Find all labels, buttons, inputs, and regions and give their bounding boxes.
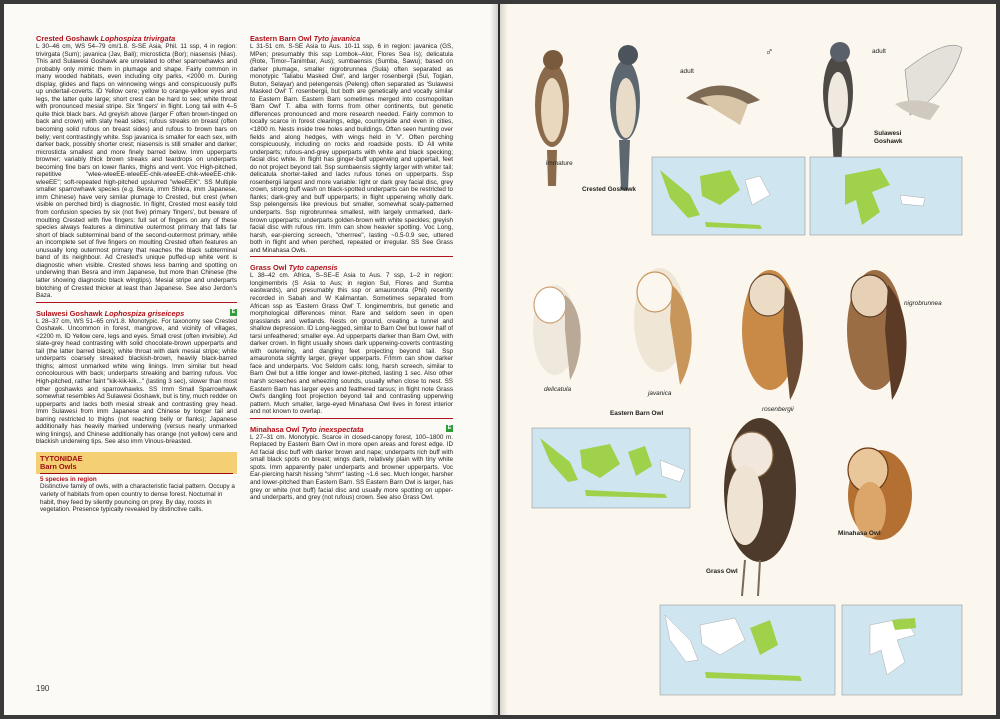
label-adult-sulawesi: adult [872, 48, 886, 55]
family-common-name: Barn Owls [40, 463, 233, 474]
minahasa-owl-illustration [848, 448, 912, 540]
sulawesi-goshawk-flight-illustration [895, 45, 962, 120]
label-adult-crested: adult [680, 68, 694, 75]
label-crested-goshawk: Crested Goshawk [582, 186, 636, 193]
endemic-badge: E [231, 308, 236, 315]
label-sulawesi-goshawk: Sulawesi Goshawk [874, 130, 903, 145]
family-text: Distinctive family of owls, with a characteristic facial pattern. Occupy a variety of habitats from open country to dense forest. Nocturnal in habit, they feed by silently pouncing on prey. By day, roosts in vegetation. Presence typically revealed by distinctive calls. [40, 483, 235, 514]
species-scientific-name: Lophospiza trivirgata [100, 34, 176, 43]
eastern-barn-owl-rosenbergii-illustration [742, 270, 803, 400]
species-name: Eastern Barn Owl [250, 34, 312, 43]
species-scientific-name: Tyto javanica [313, 34, 361, 43]
crested-goshawk-range-map [652, 157, 805, 235]
eastern-barn-owl-javanica-illustration [634, 268, 692, 385]
species-scientific-name: Tyto capensis [288, 263, 338, 273]
species-text: L 31-51 cm. S-SE Asia to Aus. 10-11 ssp, 6 in region: javanica (GS, MPen; presumably this ssp Lombok–Alor, Flores Sea Is); delicatula (Rote, Timor–Tanimbar, Aus); sumbaensis (Sumba, Sawu); based on darker plumage, smaller nigrobrunnea (Sula) often separated as monotypic 'Taliabu Masked Owl', and larger rosenbergii (Sul, Togian, Buton, Selayar) and pelengensis (Peleng) often separated as 'Sulawesi Masked Owl' T. rosenbergii, but both are genetically and vocally similar to Eastern Barn. Eastern Barn sometimes merged into cosmopolitan 'Barn Owl' T. alba with forms from other continents, but genetic differences pronounced and more research needed. Fairly common to locally scarce in forest clearings, edge, countryside and even in cities, <1800 m. Nests inside tree holes and buildings. Often seen hunting over fields and along hedges, with wings held in 'V'. Often perching conspicuously, including on rocks and roadside posts. ID All white underparts; rufous-and-grey upperparts with white and black specking; facial disc white. In flight has ginger-buff upperwing and uppertail, feet do not project beyond tail. Ssp sumbaensis slightly larger with whiter tail; delicatula shorter-tailed and lacks rufous tones on upperparts. Ssp rosenbergii largest and more variable: light or dark grey facial disc, grey crown, strong buff wash on black-spotted underparts can be restricted to flanks; dark-grey and buff upperparts; in flight upperwing wholly dark. Ssp pelengensis like previous but smaller, somewhat scaly-patterned underparts. Ssp nigrobrunnea smallest, with largely unmarked, dark-brown upperparts; underparts golden-brown with white speckles; greyish facial disc with rufous rim. Imm can show heavier spotting. Voc Long, harsh, ear-piercing screech, "cherrree", lasting ~0.5-0.9 sec, uttered both in flight and when perched, repeated or irregular. SS See Grass and Minahasa Owls. [250, 43, 453, 254]
species-text: L 27–31 cm. Monotypic. Scarce in closed-canopy forest, 100–1800 m. Replaced by Eastern Barn Owl in more open areas and forest edge. ID Ad facial disc buff with darker brown and nape; underparts rich buff with small black spots on breast; wings dark, relatively plain with tiny white spots. Imm apparently paler underparts and browner upperparts. Voc Ear-piercing harsh hissing "shrrrr" lasting ~1.6 sec. Much longer, harsher and lower-pitched than Eastern Barn. SS Eastern Barn Owl is larger, has grey or white (not buff) facial disc and usually more spotting on upper- and underparts, and grey (not rufous) crown. See also Grass Owl. [250, 433, 453, 502]
label-delicatula: delicatula [544, 386, 572, 393]
page-number: 190 [36, 684, 50, 693]
species-name: Grass Owl [250, 263, 287, 273]
species-scientific-name: Tyto inexspectata [301, 424, 364, 434]
label-grass-owl: Grass Owl [706, 568, 738, 575]
label-nigrobrunnea: nigrobrunnea [904, 300, 942, 307]
species-text: L 28–37 cm, WS 51–65 cm/1.8. Monotypic. For taxonomy see Crested Goshawk. Uncommon in forest, mangrove, and vicinity of villages, <2200 m. ID Yellow cere, legs and eyes. Small crest (often invisible). Ad slate-grey head contrasting with solid chocolate-brown upperparts and tail (the latter barred black); white throat with dark mesial stripe; white underparts coarsely streaked blackish-brown, heavily black-barred thighs; almost unmarked white wing linings. Imm similar but head concolourous with back; underparts streaking and barring rufous. Voc High-pitched, rather faint "kik-kik-kik..." (lasting 3 sec), slower than most other goshawks and sparrowhawks. SS Imm Small Sparrowhawk somewhat resembles Ad Sulawesi Goshawk, but is tiny, much redder on upperparts and lacks both mesial streak and contrasting grey head. Imm Sulawesi from imm Japanese and Chinese by longer tail and barring restricted to thighs (not reaching belly or flanks); Japanese additionally has heavily marked underwing (versus nearly unmarked wing linings), and Chinese additionally has orange (not yellow) cere and blackish underwing tips. See also imm Vinous-breasted. [36, 317, 237, 446]
species-name: Crested Goshawk [36, 34, 99, 43]
sulawesi-goshawk-adult-illustration [823, 42, 853, 170]
family-species-count: 5 species in region [40, 475, 97, 483]
male-symbol: ♂ [765, 46, 774, 58]
species-text: L 30–46 cm, WS 54–79 cm/1.8. S-SE Asia, Phil. 11 ssp, 4 in region: trivirgata (Sum); javanica (Jav, Bali); microstictа (Bor); niasensis (Nias). This and Sulawesi Goshawk are unrelated to other sparrowhawks and probably only mimic them in plumage and shape. Fairly common in many wooded habitats, even including city parks, <2000 m. During display, glides and flaps on winnowing wings and conspicuously puffs up undertail-coverts. ID Yellow cere; yellow to orange-yellow eyes and legs, the latter quite large; short crest can be hard to see; white throat with pronounced mesial stripe. Six 'fingers' in flight. Long tail with 4–5 quite thick black bars. Ad greyish above (larger F often brown-tinged on back and crown) with slaty head sides; rufous streaks on breast (often becoming solid rufous on breast sides) and rufous to brown bars on belly; vent contrastingly white. Ssp javanica is smaller for each sex, with darker back, possibly shorter crest; niasensis is still smaller and darker; microsticta smallest and more finely barred below. Imm upperparts browner; variably thick brown streaks and teardrops on underparts becoming fine bars on lower flanks, thighs and vent. Voc High-pitched, repetitive "wlee-wleeEE-wleeEE-chik-wleeEE-chik-wleeEE-chik-wleeEE"; soft-repeated high-pitched upslurred "wleeEEK". SS Multiple smaller sparrowhawk species (e.g. Besra, imm Shikra, imm Japanese, imm Chinese) have very similar plumage to Crested, but crest (when visible on perched bird) is diagnostic. In flight, Crested most easily told from confusion species by six (not five) primary 'fingers', but beware of moulting Crested with five fingers: full set of fingers on any of these species always features a diminutive outermost primary that falls far short of black subterminal band of the second-outermost primary, while an incomplete set of five fingers on moulting Crested often features an unusually long outermost primary that reaches the black subterminal band of its neighbour. Ad Crested's unique puffed-up white vent is diagnostic when visible. Crested shows less barring and spotting on underwing than Besra and imm Japanese, but more than Chinese (the latter showing diagnostic black wingtips). Mesial stripe and underparts blotching of Crested thicker at least than Japanese. See also Jerdon's Baza. [36, 43, 237, 300]
endemic-badge: E [447, 424, 452, 431]
eastern-barn-owl-nigrobrunnea-illustration [847, 270, 907, 400]
eastern-barn-owl-range-map [532, 428, 690, 508]
label-javanica: javanica [648, 390, 672, 397]
label-immature: immature [546, 160, 573, 167]
grass-owl-range-map [660, 605, 835, 695]
sulawesi-goshawk-range-map [810, 157, 962, 235]
label-minahasa-owl: Minahasa Owl [838, 530, 881, 537]
crested-goshawk-adult-illustration [610, 45, 640, 190]
label-rosenbergii: rosenbergii [762, 406, 794, 413]
minahasa-owl-range-map [842, 605, 962, 695]
species-name: Minahasa Owl [250, 424, 300, 434]
species-scientific-name: Lophospiza griseiceps [104, 308, 185, 318]
species-name: Sulawesi Goshawk [36, 308, 103, 318]
label-eastern-barn-owl: Eastern Barn Owl [610, 410, 664, 417]
species-text: L 38–42 cm. Africa, S–SE–E Asia to Aus. 7 ssp, 1–2 in region: longimembris (S Asia to Aus; in region Sul, Flores and Sumba eastwards), and presumably this ssp or amauronota (Phil) recently recorded in Sabah and W Kalimantan. Sometimes separated from African ssp as 'Eastern Grass Owl' T. longimembris, but genetic and morphological differences minor. Rare and seldom seen in open grasslands and wetlands. Nests on ground, creating a tunnel and shallow depression. ID Long-legged, similar to Barn Owl but lower half of tarsi unfeathered; smaller eye. Ad upperparts darker than Barn Owl, with darker crown. In flight usually shows dark upperwing-coverts contrasting with outerwing, and dangling feet projecting beyond tail. Ssp amauronota slightly larger, greyer upperparts. F/Imm can show darker face and underparts. Voc Seldom calls: long, harsh screech, similar to Barn Owl but a little longer and lower-pitched, lasting 1 sec. Also other harsh screeches and wheezing sounds, usually when close to nest. SS Eastern Barn has larger eyes and feathered tarsus; in flight note Grass Owl's dangling foot projection beyond tail and contrasting upperwing pattern. Much smaller, large-eyed Minahasa Owl lives in forest interior and not known to overlap. [250, 272, 453, 416]
crested-goshawk-flight-illustration [686, 85, 760, 125]
family-name: TYTONIDAE [40, 453, 83, 463]
eastern-barn-owl-delicatula-illustration [533, 285, 581, 380]
